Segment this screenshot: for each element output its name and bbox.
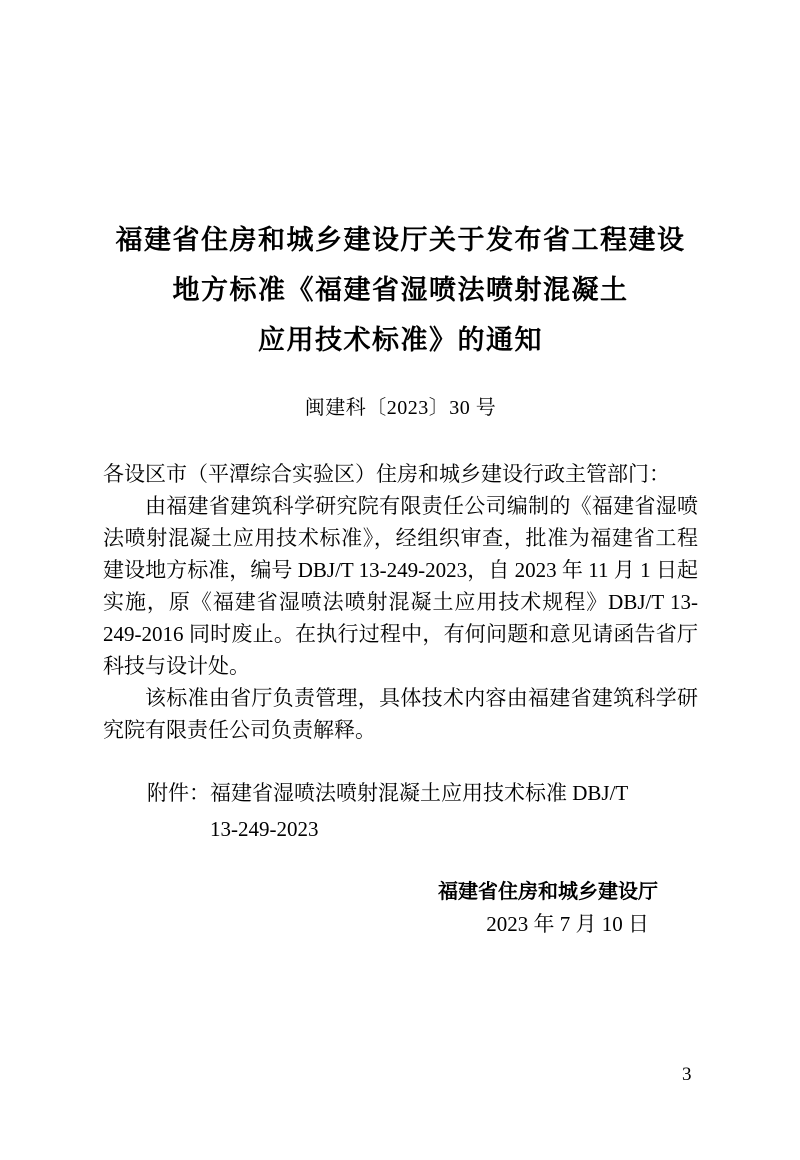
body-paragraph-1: 由福建省建筑科学研究院有限责任公司编制的《福建省湿喷法喷射混凝土应用技术标准》，经组织审查，批准为福建省工程建设地方标准，编号 DBJ/T 13-249-2023，自 2023 年 11 月 1 日起实施，原《福建省湿喷法喷射混凝土应用技术规程》DBJ/T 13-249-2016 同时废止。在执行过程中，有何问题和意见请函告省厅科技与设计处。 xyxy=(103,494,698,678)
signature-block xyxy=(103,876,698,940)
page-number: 3 xyxy=(682,1064,692,1085)
salutation-line: 各设区市（平潭综合实验区）住房和城乡建设行政主管部门： xyxy=(103,462,670,486)
title-line-3: 应用技术标准》的通知 xyxy=(258,325,543,355)
attachment-text xyxy=(210,775,698,847)
document-number: 闽建科〔2023〕30 号 xyxy=(304,397,497,419)
signature-date: 2023 年 7 月 10 日 xyxy=(486,912,649,936)
attachment-label: 附件： xyxy=(147,781,210,805)
attachment-line-2: 13-249-2023 xyxy=(210,817,319,841)
title-line-1: 福建省住房和城乡建设厅关于发布省工程建设 xyxy=(115,225,686,255)
document-title xyxy=(103,215,698,365)
title-line-2: 地方标准《福建省湿喷法喷射混凝土 xyxy=(172,275,629,305)
attachment-block xyxy=(103,775,698,847)
signature-issuer: 福建省住房和城乡建设厅 xyxy=(438,881,658,903)
document-body xyxy=(103,458,698,746)
body-paragraph-2: 该标准由省厅负责管理，具体技术内容由福建省建筑科学研究院有限责任公司负责解释。 xyxy=(103,686,698,742)
attachment-line-1: 福建省湿喷法喷射混凝土应用技术标准 DBJ/T xyxy=(210,781,629,805)
